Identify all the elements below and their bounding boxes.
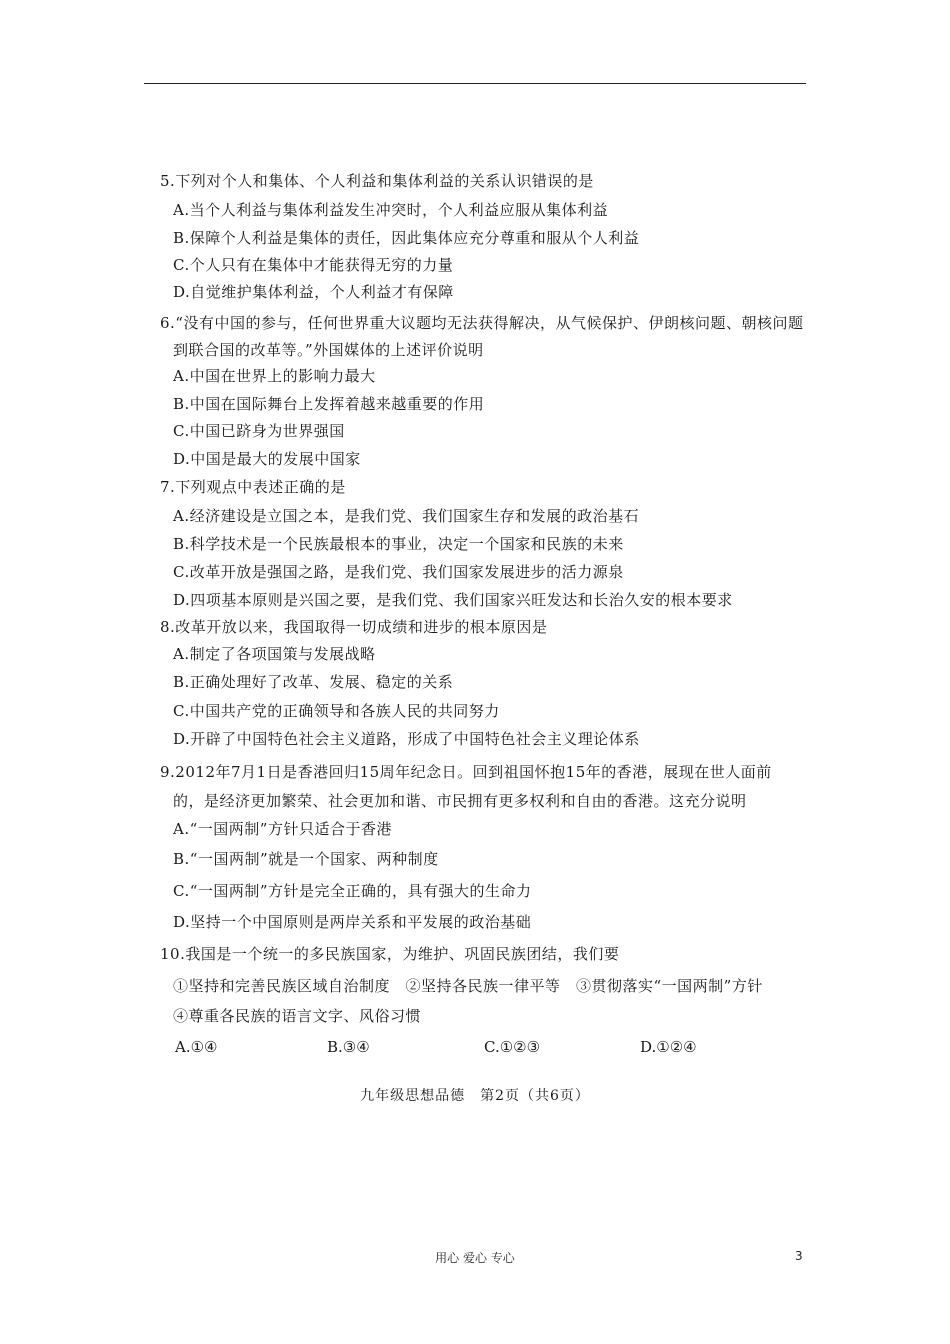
question-8-option-d: D.开辟了中国特色社会主义道路，形成了中国特色社会主义理论体系 [173,730,640,748]
question-9-stem-line-1: 9.2012年7月1日是香港回归15周年纪念日。回到祖国怀抱15年的香港，展现在世人面前 [160,763,772,781]
question-10-choice-c: C.①②③ [484,1038,541,1056]
question-5-option-a: A.当个人利益与集体利益发生冲突时，个人利益应服从集体利益 [173,201,609,219]
question-5-option-b: B.保障个人利益是集体的责任，因此集体应充分尊重和服从个人利益 [173,229,640,247]
question-5-stem: 5.下列对个人和集体、个人利益和集体利益的关系认识错误的是 [160,172,594,190]
question-10-choice-a: A.①④ [175,1038,218,1056]
question-8-stem: 8.改革开放以来，我国取得一切成绩和进步的根本原因是 [160,618,548,636]
question-10-choices [0,1038,950,1056]
question-6-option-d: D.中国是最大的发展中国家 [173,450,361,468]
question-8-option-c: C.中国共产党的正确领导和各族人民的共同努力 [173,702,500,720]
question-5-option-c: C.个人只有在集体中才能获得无穷的力量 [173,256,454,274]
question-9-stem-line-2: 的，是经济更加繁荣、社会更加和谐、市民拥有更多权利和自由的香港。这充分说明 [173,792,747,810]
question-6-stem-line-1: 6.“没有中国的参与，任何世界重大议题均无法获得解决，从气候保护、伊朗核问题、朝核问题 [160,314,804,332]
question-5-option-d: D.自觉维护集体利益，个人利益才有保障 [173,283,454,301]
exam-page-footer: 九年级思想品德 第2页（共6页） [360,1088,590,1104]
question-7-stem: 7.下列观点中表述正确的是 [160,478,346,496]
question-7-option-c: C.改革开放是强国之路，是我们党、我们国家发展进步的活力源泉 [173,563,624,581]
question-9-option-b: B.“一国两制”就是一个国家、两种制度 [173,850,439,868]
question-7-option-a: A.经济建设是立国之本，是我们党、我们国家生存和发展的政治基石 [173,507,640,525]
question-6-stem-line-2: 到联合国的改革等。”外国媒体的上述评价说明 [173,341,484,359]
question-6-option-a: A.中国在世界上的影响力最大 [173,367,376,385]
question-10-choice-d: D.①②④ [640,1038,697,1056]
question-9-option-d: D.坚持一个中国原则是两岸关系和平发展的政治基础 [173,913,532,931]
document-footer-slogan: 用心 爱心 专心 [435,1251,515,1265]
question-10-statements-line-2: ④尊重各民族的语言文字、风俗习惯 [173,1007,422,1025]
question-8-option-b: B.正确处理好了改革、发展、稳定的关系 [173,673,454,691]
question-10-choice-b: B.③④ [327,1038,370,1056]
question-9-option-a: A.“一国两制”方针只适合于香港 [173,820,392,838]
header-rule [144,83,806,84]
question-9-option-c: C.“一国两制”方针是完全正确的，具有强大的生命力 [173,882,532,900]
question-7-option-d: D.四项基本原则是兴国之要，是我们党、我们国家兴旺发达和长治久安的根本要求 [173,591,733,609]
question-10-stem: 10.我国是一个统一的多民族国家，为维护、巩固民族团结，我们要 [160,945,620,963]
question-6-option-b: B.中国在国际舞台上发挥着越来越重要的作用 [173,395,485,413]
question-6-option-c: C.中国已跻身为世界强国 [173,422,345,440]
question-7-option-b: B.科学技术是一个民族最根本的事业，决定一个国家和民族的未来 [173,535,624,553]
question-10-statements-line-1: ①坚持和完善民族区域自治制度 ②坚持各民族一律平等 ③贯彻落实“一国两制”方针 [173,977,763,995]
question-8-option-a: A.制定了各项国策与发展战略 [173,645,376,663]
page-number: 3 [795,1249,803,1263]
